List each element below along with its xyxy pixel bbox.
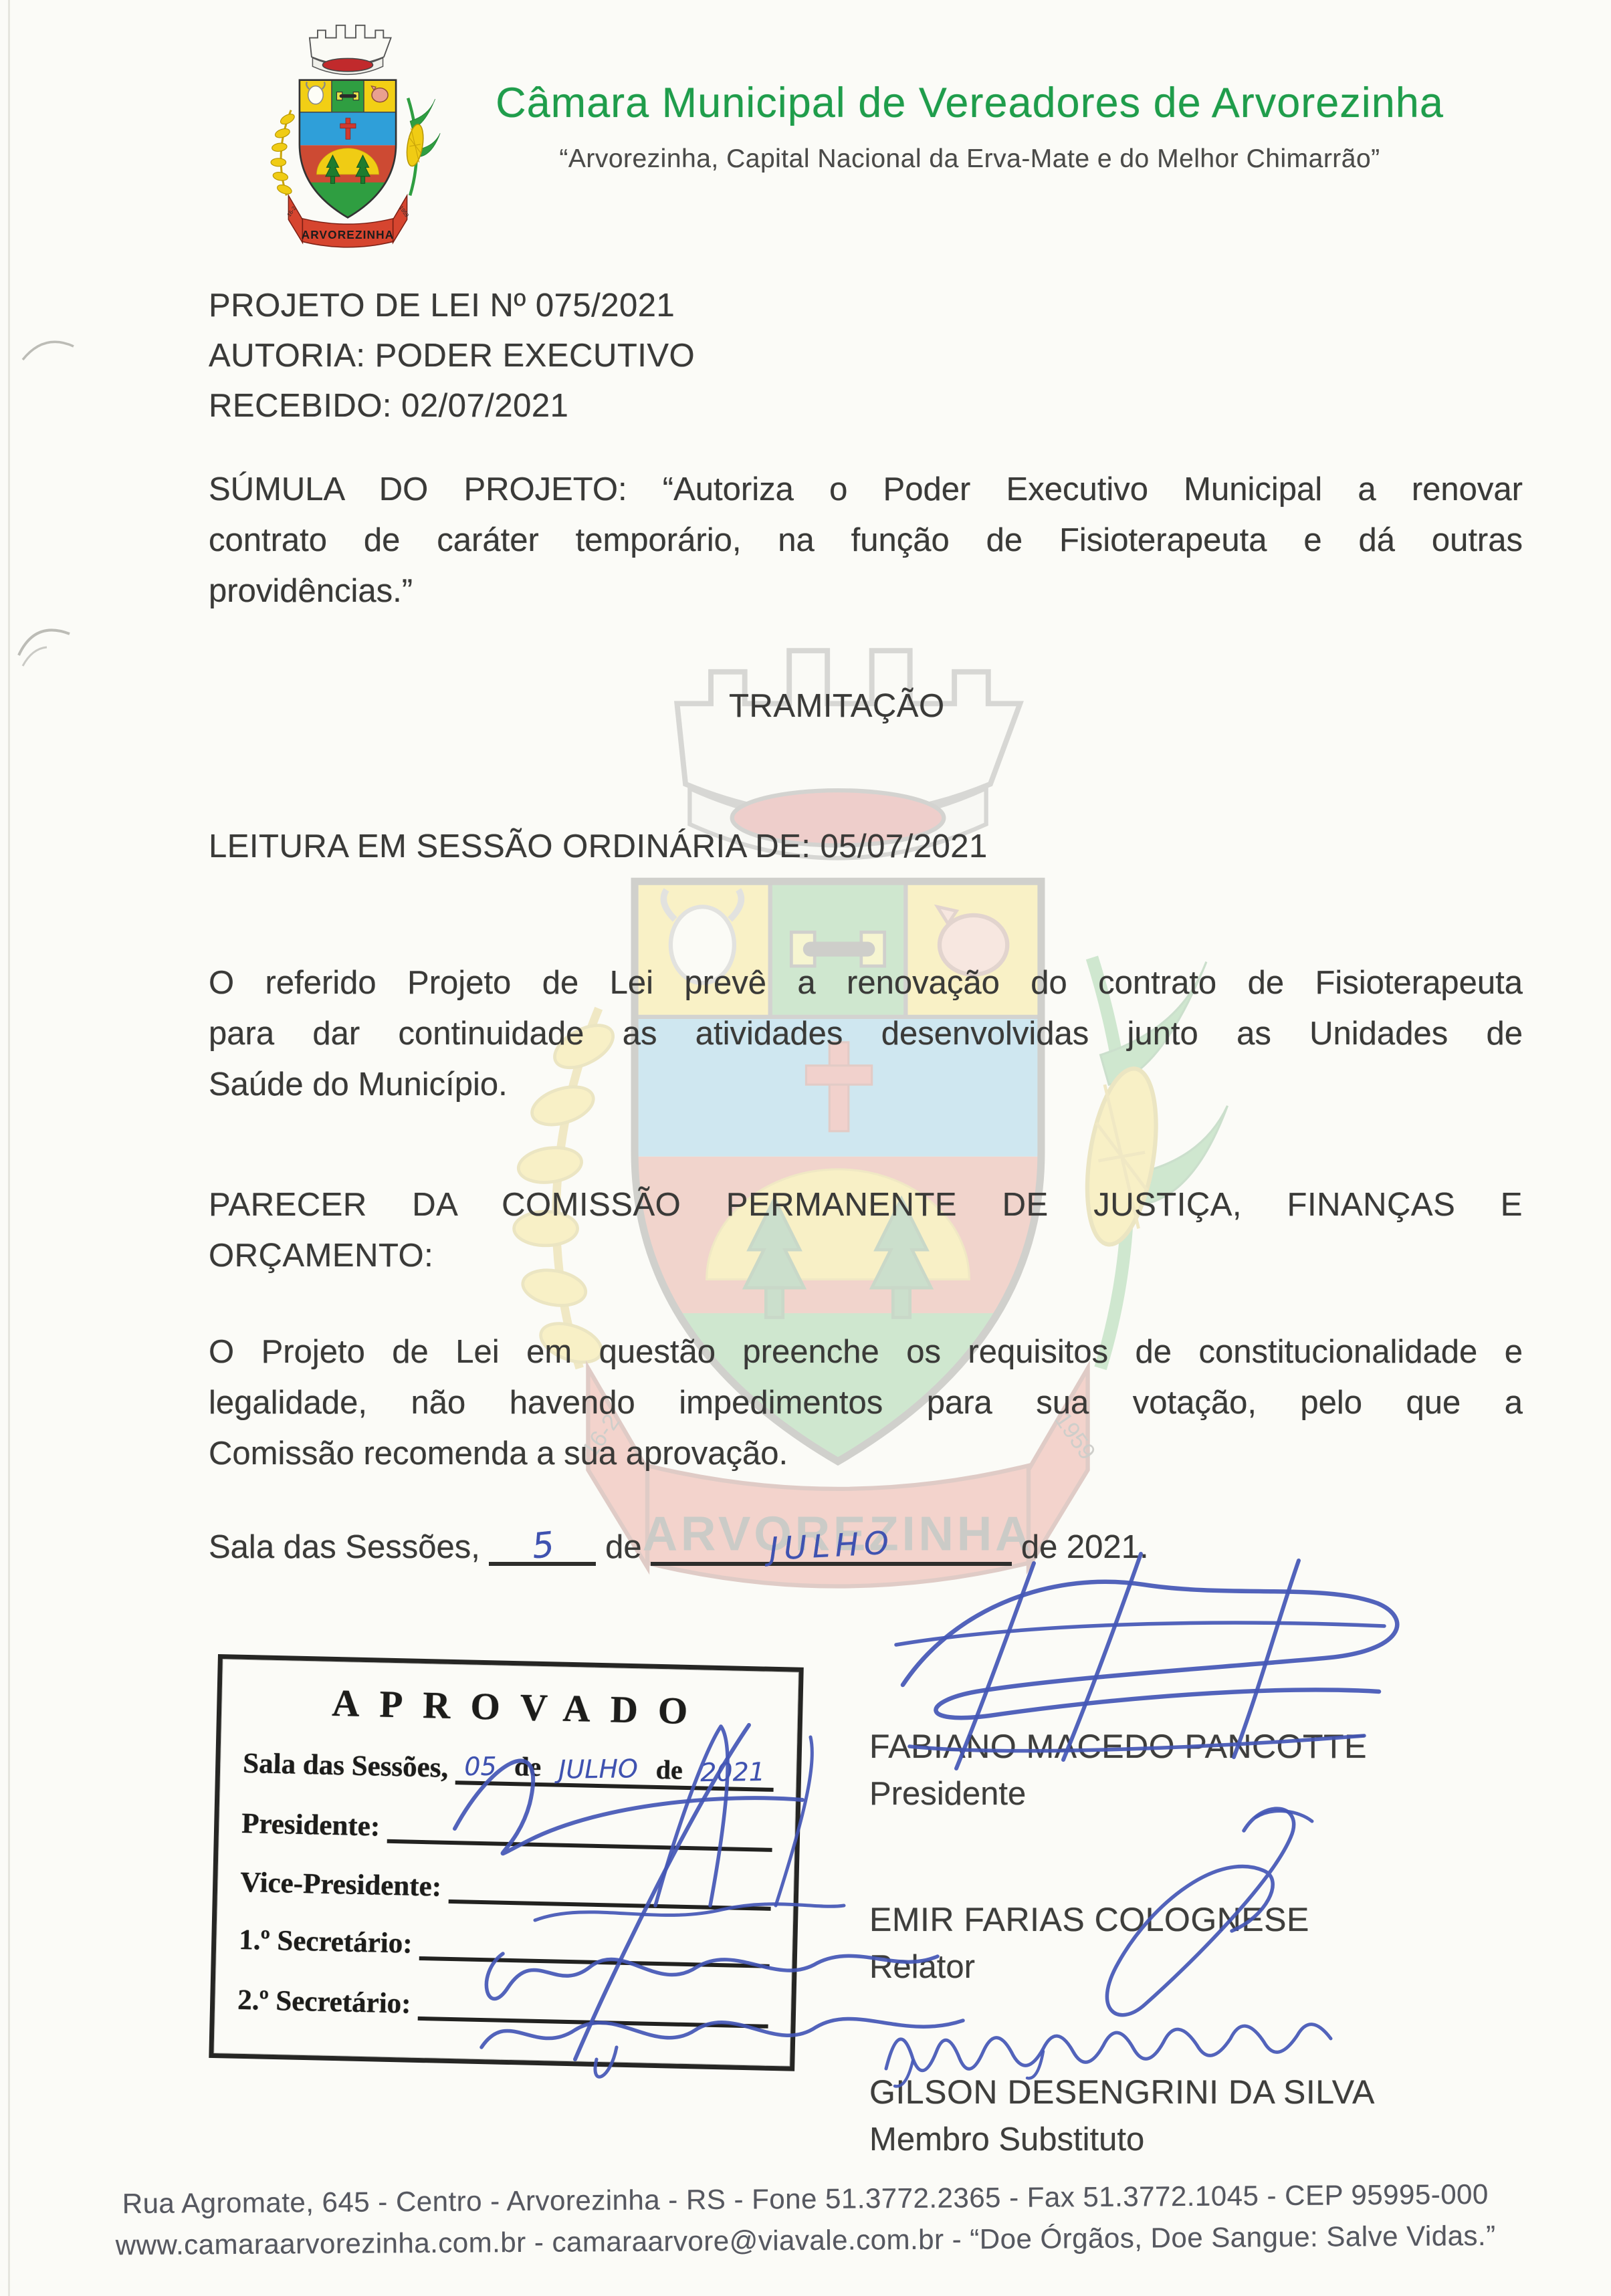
sala-prefix: Sala das Sessões, — [209, 1529, 490, 1565]
header — [468, 79, 1471, 174]
paragraph-line: O Projeto de Lei em questão preenche os requisitos de constitucionalidade e — [209, 1334, 1523, 1370]
stamp-handwritten-year: 2021 — [700, 1756, 766, 1788]
stamp-field-label: 2.º Secretário: — [237, 1984, 419, 2020]
summary-line: providências.” — [209, 573, 413, 609]
org-name: Câmara Municipal de Vereadores de Arvorezinha — [496, 80, 1444, 126]
footer-contact-line: www.camaraarvorezinha.com.br - camaraarvore@viavale.com.br - “Doe Órgãos, Doe Sangue: Salve Vidas.” — [115, 2219, 1496, 2261]
parecer-line: ORÇAMENTO: — [209, 1238, 434, 1274]
received-line: RECEBIDO: 02/07/2021 — [209, 388, 569, 424]
org-motto: “Arvorezinha, Capital Nacional da Erva-Mate e do Melhor Chimarrão” — [559, 144, 1380, 173]
stamp-de-word: de — [514, 1751, 542, 1782]
scan-edge-line — [8, 0, 10, 2296]
day-blank — [489, 1522, 596, 1566]
stamp-date-row — [243, 1745, 774, 1792]
parecer-heading — [209, 1179, 1523, 1281]
sala-suffix: de 2021. — [1012, 1529, 1149, 1565]
handwritten-month: JULHO — [768, 1524, 895, 1568]
stamp-date-blank — [455, 1750, 774, 1792]
handwritten-day: 5 — [530, 1524, 556, 1567]
stamp-field-row — [237, 1982, 769, 2029]
parecer-line: PARECER DA COMISSÃO PERMANENTE DE JUSTIÇA, FINANÇAS E — [209, 1187, 1523, 1223]
signer-role: Relator — [869, 1949, 975, 1985]
signer-role: Presidente — [869, 1776, 1027, 1812]
pencil-mark — [12, 614, 92, 674]
paragraph-line: para dar continuidade as atividades desenvolvidas junto as Unidades de — [209, 1016, 1523, 1052]
footer — [0, 2173, 1611, 2267]
stamp-field-row — [241, 1805, 773, 1852]
signer-name: EMIR FARIAS COLOGNESE — [869, 1901, 1309, 1938]
stamp-signature-blank — [448, 1869, 771, 1911]
signer-name: GILSON DESENGRINI DA SILVA — [869, 2073, 1375, 2111]
session-date-line — [209, 1522, 1523, 1566]
stamp-handwritten-day: 05 — [464, 1751, 497, 1782]
stamp-field-label: 1.º Secretário: — [238, 1924, 420, 1960]
identification-block — [209, 281, 695, 431]
summary-line: SÚMULA DO PROJETO: “Autoriza o Poder Executivo Municipal a renovar — [209, 471, 1523, 507]
stamp-field-row — [240, 1864, 772, 1911]
project-number-line: PROJETO DE LEI Nº 075/2021 — [209, 288, 675, 324]
paragraph-1 — [209, 957, 1523, 1110]
paragraph-line: Saúde do Município. — [209, 1066, 508, 1103]
signer-role: Membro Substituto — [869, 2121, 1145, 2158]
aprovado-stamp — [209, 1654, 803, 2071]
paragraph-line: legalidade, não havendo impedimentos para sua votação, pelo que a — [209, 1385, 1523, 1421]
stamp-de-word: de — [655, 1754, 683, 1785]
coat-of-arms-logo — [242, 19, 453, 255]
stamp-handwritten-month: JULHO — [558, 1754, 639, 1785]
signer-name: FABIANO MACEDO PANCOTTE — [869, 1728, 1367, 1765]
tramitacao-heading: TRAMITAÇÃO — [729, 688, 945, 724]
paragraph-line: O referido Projeto de Lei prevê a renovação do contrato de Fisioterapeuta — [209, 965, 1523, 1001]
stamp-signature-blank — [419, 1926, 770, 1968]
stamp-title: APROVADO — [331, 1682, 708, 1733]
footer-address-line: Rua Agromate, 645 - Centro - Arvorezinha - RS - Fone 51.3772.2365 - Fax 51.3772.1045 - CEP 95995-000 — [122, 2178, 1489, 2220]
stamp-field-row — [239, 1922, 770, 1968]
stamp-field-label: Vice-Presidente: — [239, 1866, 449, 1903]
stamp-signature-blank — [418, 1986, 769, 2029]
sala-de: de — [596, 1529, 651, 1565]
stamp-sala-label: Sala das Sessões, — [242, 1747, 456, 1785]
summary-paragraph — [209, 464, 1523, 616]
pencil-mark — [17, 329, 91, 376]
month-blank — [651, 1525, 1012, 1566]
paragraph-2 — [209, 1327, 1523, 1479]
stamp-signature-blank — [387, 1809, 772, 1852]
stamp-field-label: Presidente: — [241, 1807, 388, 1843]
reading-line: LEITURA EM SESSÃO ORDINÁRIA DE: 05/07/2021 — [209, 828, 988, 865]
authorship-line: AUTORIA: PODER EXECUTIVO — [209, 338, 695, 374]
paragraph-line: Comissão recomenda a sua aprovação. — [209, 1436, 788, 1472]
summary-line: contrato de caráter temporário, na função de Fisioterapeuta e dá outras — [209, 522, 1523, 558]
